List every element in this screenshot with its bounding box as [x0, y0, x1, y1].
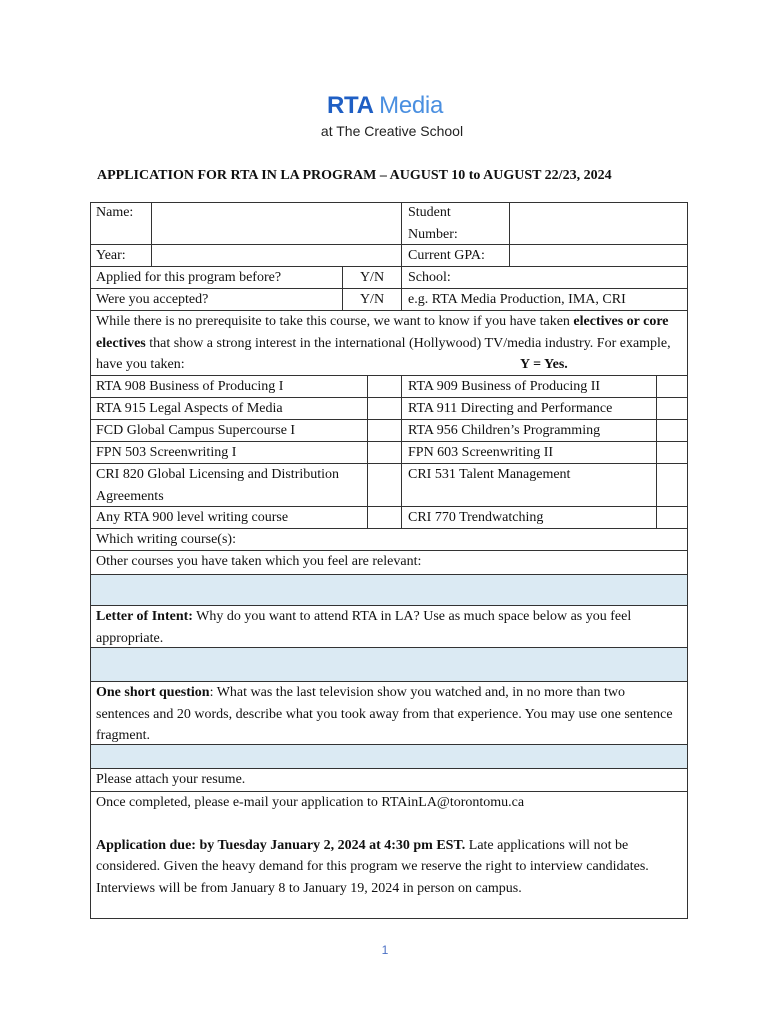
logo-rta: RTA: [326, 92, 373, 119]
applied-before-yn[interactable]: Y/N: [343, 267, 402, 289]
student-number-input-cell[interactable]: [510, 202, 688, 245]
logo-media: Media: [379, 92, 443, 119]
gpa-input-cell[interactable]: [510, 245, 688, 267]
course-left-2-check[interactable]: [368, 398, 402, 420]
school-label[interactable]: School:: [402, 267, 688, 289]
gpa-label: Current GPA:: [402, 245, 510, 267]
short-question-text: : What was the last television show you watched and, in no more than two sentences and 20 words, describe what you took away from that experience. You may use one sentence fragment.: [96, 685, 673, 743]
which-writing-course[interactable]: Which writing course(s):: [90, 529, 688, 551]
course-left-2: RTA 915 Legal Aspects of Media: [90, 398, 368, 420]
short-question-answer[interactable]: [90, 745, 688, 769]
application-due-text: Late applications will not be considered. Given the heavy demand for this program we reserve the right to interview candidates. Interviews will be from January 8 to January 19, 2024 in person on campus.: [96, 837, 649, 896]
yes-note: Y = Yes.: [520, 357, 568, 372]
logo-subtitle: at The Creative School: [320, 123, 464, 139]
year-label: Year:: [90, 245, 152, 267]
letter-of-intent-prompt: [90, 606, 688, 648]
student-number-label: Student Number:: [402, 202, 510, 245]
course-right-1-check[interactable]: [657, 376, 688, 398]
rta-media-logo: [0, 92, 770, 139]
course-right-2-check[interactable]: [657, 398, 688, 420]
course-right-5: CRI 531 Talent Management: [402, 464, 657, 507]
application-due-bold: Application due: by Tuesday January 2, 2024 at 4:30 pm EST.: [96, 837, 466, 853]
course-right-5-check[interactable]: [657, 464, 688, 507]
intro-text-1: While there is no prerequisite to take this course, we want to know if you have taken: [96, 314, 574, 329]
course-left-6-check[interactable]: [368, 507, 402, 529]
course-left-5-check[interactable]: [368, 464, 402, 507]
other-courses-label: Other courses you have taken which you feel are relevant:: [90, 551, 688, 575]
course-right-3-check[interactable]: [657, 420, 688, 442]
letter-of-intent-answer[interactable]: [90, 648, 688, 682]
course-left-5: CRI 820 Global Licensing and Distribution Agreements: [90, 464, 368, 507]
course-left-6: Any RTA 900 level writing course: [90, 507, 368, 529]
course-right-6: CRI 770 Trendwatching: [402, 507, 657, 529]
letter-of-intent-text: Why do you want to attend RTA in LA? Use as much space below as you feel appropriate.: [96, 609, 632, 646]
accepted-yn[interactable]: Y/N: [343, 289, 402, 311]
other-courses-answer[interactable]: [90, 575, 688, 606]
course-left-4-check[interactable]: [368, 442, 402, 464]
logo-wordmark: [0, 92, 770, 120]
application-due: [96, 835, 682, 900]
accepted-label: Were you accepted?: [90, 289, 343, 311]
name-input-cell[interactable]: [152, 202, 402, 245]
course-right-4: FPN 603 Screenwriting II: [402, 442, 657, 464]
course-left-4: FPN 503 Screenwriting I: [90, 442, 368, 464]
attach-resume-note: Please attach your resume.: [90, 769, 688, 792]
short-question-bold: One short question: [96, 685, 210, 700]
course-left-1-check[interactable]: [368, 376, 402, 398]
submission-info: [90, 792, 688, 919]
letter-of-intent-bold: Letter of Intent:: [96, 609, 193, 624]
email-instruction: Once completed, please e-mail your application to RTAinLA@torontomu.ca: [96, 795, 525, 810]
applied-before-label: Applied for this program before?: [90, 267, 343, 289]
course-right-1: RTA 909 Business of Producing II: [402, 376, 657, 398]
course-right-4-check[interactable]: [657, 442, 688, 464]
application-form-table: [90, 202, 688, 919]
name-label: Name:: [90, 202, 152, 245]
year-input-cell[interactable]: [152, 245, 402, 267]
page-title: APPLICATION FOR RTA IN LA PROGRAM – AUGUST 10 to AUGUST 22/23, 2024: [97, 168, 612, 183]
intro-text-2: that show a strong interest in the international (Hollywood) TV/media industry. For example, have you taken:: [96, 335, 671, 372]
page-number: 1: [381, 943, 389, 957]
prerequisite-intro: [90, 311, 688, 376]
course-left-3-check[interactable]: [368, 420, 402, 442]
course-right-6-check[interactable]: [657, 507, 688, 529]
course-right-2: RTA 911 Directing and Performance: [402, 398, 657, 420]
short-question-prompt: [90, 682, 688, 745]
intro-bold: electives or core electives: [96, 314, 669, 351]
course-left-3: FCD Global Campus Supercourse I: [90, 420, 368, 442]
course-right-3: RTA 956 Children’s Programming: [402, 420, 657, 442]
school-example: e.g. RTA Media Production, IMA, CRI: [402, 289, 688, 311]
course-left-1: RTA 908 Business of Producing I: [90, 376, 368, 398]
